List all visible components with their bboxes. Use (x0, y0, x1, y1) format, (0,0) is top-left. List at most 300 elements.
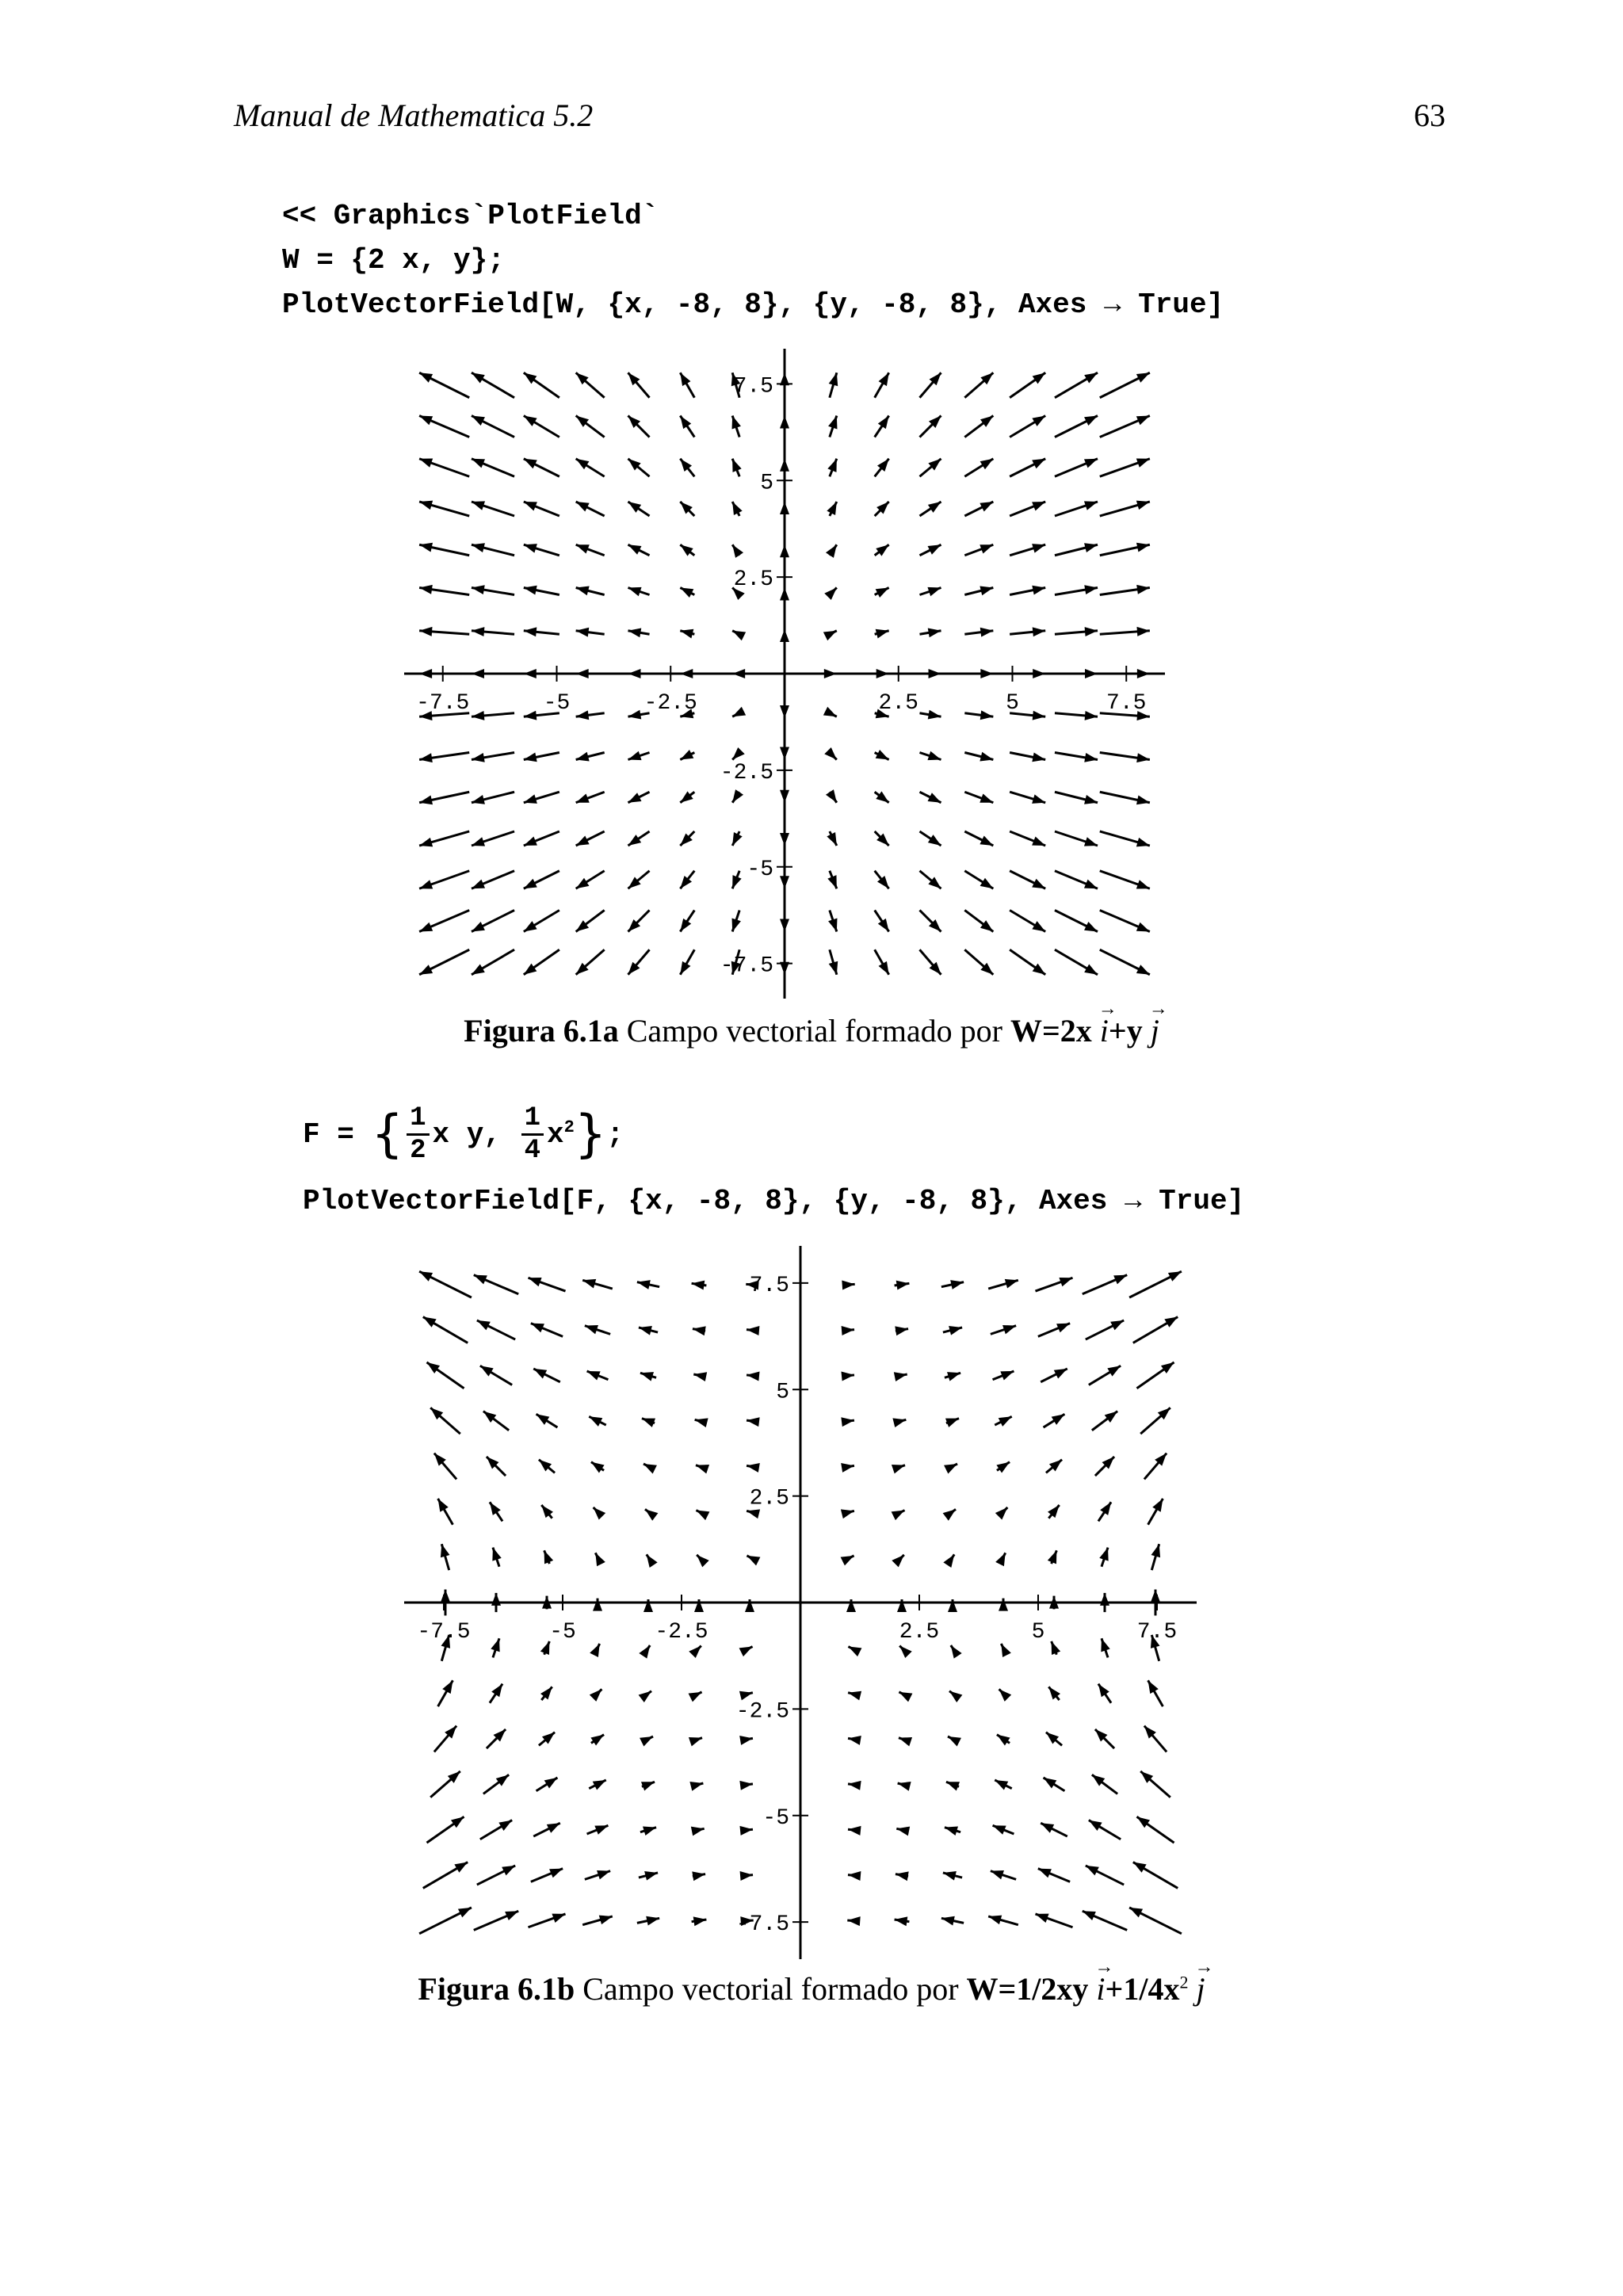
vector-arrow (892, 1418, 906, 1427)
code-token: x (546, 1118, 564, 1152)
caption-formula: W=2x (1010, 1013, 1092, 1049)
unit-vector-i: → i (1100, 1013, 1109, 1049)
vector-arrow (483, 1412, 509, 1431)
vector-arrow (472, 585, 514, 594)
vector-arrow (732, 871, 742, 889)
vector-arrow (692, 1871, 705, 1881)
vector-arrow (434, 1454, 456, 1480)
vector-arrow (745, 1599, 754, 1612)
vector-arrow (1100, 752, 1150, 762)
vector-arrow (419, 543, 469, 556)
vector-arrow (647, 1554, 658, 1568)
vector-arrow (732, 831, 743, 846)
vector-arrow (628, 910, 649, 931)
y-tick-label: -5 (762, 1805, 789, 1831)
caption-formula-part: +1/4x (1105, 1971, 1180, 2007)
vector-arrow (1048, 1505, 1060, 1519)
vector-arrow (948, 1736, 961, 1747)
vector-arrow (1035, 1278, 1072, 1291)
vector-field-plot-b (404, 1246, 1197, 1959)
vector-arrow (1086, 1320, 1124, 1339)
vector-arrow (487, 1729, 506, 1748)
vector-arrow (747, 1417, 760, 1427)
vector-arrow (1044, 1778, 1065, 1791)
vector-arrow (680, 750, 694, 760)
vector-arrow (964, 459, 993, 477)
vector-arrow (1044, 1414, 1065, 1427)
vector-arrow (419, 372, 469, 398)
vector-arrow (841, 1509, 854, 1519)
vector-arrow (848, 1691, 861, 1701)
vector-arrow (919, 587, 941, 596)
code-token: F = (303, 1118, 372, 1152)
vector-arrow (829, 372, 838, 398)
vector-arrow (524, 752, 559, 762)
vector-arrow (1100, 501, 1150, 516)
vector-arrow (680, 544, 694, 556)
vector-arrow (639, 1691, 651, 1702)
vector-arrow (585, 1870, 610, 1879)
vector-arrow (732, 544, 743, 558)
vector-arrow (430, 1771, 460, 1797)
vector-arrow (919, 910, 941, 931)
vector-arrow (1055, 585, 1098, 594)
vector-arrow (576, 415, 605, 437)
vector-arrow (524, 586, 559, 595)
vector-arrow (894, 1372, 907, 1381)
y-tick-label: 7.5 (749, 1273, 789, 1298)
vector-arrow (689, 1782, 703, 1791)
vector-arrow (680, 629, 694, 639)
vector-arrow (419, 627, 469, 636)
x-tick-label: -2.5 (643, 691, 697, 716)
unit-vector-j: → j (1196, 1971, 1205, 2007)
vector-arrow (1041, 1369, 1067, 1382)
vector-arrow (875, 544, 889, 556)
vector-arrow (419, 501, 469, 516)
vector-arrow (848, 1781, 861, 1790)
caption-exponent: 2 (1179, 1972, 1189, 1992)
vector-arrow (477, 1320, 515, 1339)
code-exponent: 2 (563, 1117, 575, 1138)
vector-arrow (472, 459, 514, 477)
vector-arrow (1055, 415, 1098, 437)
vector-arrow (438, 1499, 453, 1525)
vector-arrow (689, 1646, 701, 1659)
vector-arrow (1055, 543, 1098, 555)
vector-arrow (943, 1554, 954, 1568)
vector-arrow (875, 949, 889, 975)
fraction (407, 1103, 429, 1166)
vector-arrow (964, 949, 993, 975)
vector-arrow (640, 1826, 656, 1835)
vector-arrow (1100, 627, 1150, 636)
vector-arrow (576, 459, 605, 477)
vector-arrow (472, 372, 514, 398)
vector-arrow (1055, 372, 1098, 398)
caption-label: Figura 6.1b (418, 1971, 575, 2007)
vector-arrow (1140, 1771, 1170, 1797)
vector-arrow (1100, 543, 1150, 556)
vector-arrow (419, 585, 469, 595)
vector-arrow (732, 459, 742, 477)
vector-arrow (537, 1414, 558, 1427)
vector-arrow (828, 415, 837, 437)
vector-arrow (943, 1871, 962, 1881)
vector-arrow (941, 1280, 964, 1289)
vector-arrow (827, 831, 837, 846)
vector-arrow (641, 1782, 655, 1790)
vector-arrow (1001, 1644, 1011, 1657)
vector-arrow (1010, 544, 1045, 556)
vector-arrow (680, 871, 694, 889)
vector-arrow (826, 789, 837, 803)
vector-arrow (680, 587, 694, 598)
vector-arrow (645, 1509, 658, 1520)
vector-arrow (1148, 1680, 1163, 1706)
vector-arrow (995, 1416, 1011, 1427)
code-line: PlotVectorField[W, {x, -8, 8}, {y, -8, 8}, Axes → True] (282, 288, 1224, 321)
vector-arrow (576, 752, 605, 762)
vector-arrow (524, 544, 559, 556)
vector-arrow (628, 459, 649, 477)
vector-arrow (419, 949, 469, 975)
fraction (521, 1103, 544, 1166)
vector-arrow (1136, 1817, 1174, 1843)
y-tick-label: 7.5 (733, 374, 773, 399)
y-tick-label: -2.5 (720, 760, 773, 785)
vector-arrow (739, 1736, 753, 1745)
vector-arrow (1086, 1866, 1124, 1885)
x-tick-label: -5 (543, 691, 571, 716)
vector-arrow (846, 1599, 856, 1612)
vector-arrow (875, 750, 889, 760)
vector-arrow (524, 792, 559, 804)
vector-arrow (628, 871, 649, 889)
vector-arrow (539, 1460, 555, 1473)
x-tick-label: 5 (1031, 1620, 1045, 1645)
vector-arrow (582, 1279, 613, 1289)
vector-arrow (419, 458, 469, 476)
y-tick-label: 2.5 (749, 1486, 789, 1511)
vector-arrow (1055, 459, 1098, 477)
running-header-title: Manual de Mathematica 5.2 (234, 97, 594, 133)
vector-arrow (875, 459, 889, 477)
vector-arrow (1010, 586, 1045, 595)
vector-arrow (1095, 1457, 1114, 1476)
vector-arrow (1055, 711, 1098, 720)
vector-arrow (472, 627, 514, 636)
vector-arrow (472, 501, 514, 516)
x-tick-label: 5 (1006, 691, 1019, 716)
vector-arrow (419, 1908, 472, 1934)
vector-arrow (426, 1817, 464, 1843)
vector-arrow (875, 415, 889, 437)
vector-arrow (732, 502, 743, 516)
vector-arrow (541, 1505, 553, 1519)
vector-arrow (576, 792, 605, 803)
vector-arrow (1092, 1775, 1117, 1794)
vector-arrow (964, 910, 993, 931)
vector-arrow (848, 1647, 861, 1657)
vector-arrow (1010, 792, 1045, 804)
vector-arrow (590, 1644, 600, 1657)
vector-arrow (828, 910, 837, 931)
vector-arrow (875, 831, 889, 846)
y-tick-label: -5 (747, 857, 773, 882)
vector-arrow (628, 502, 649, 516)
vector-arrow (590, 1735, 604, 1746)
vector-arrow (697, 1555, 709, 1568)
vector-arrow (680, 415, 694, 437)
vector-arrow (490, 1502, 502, 1521)
vector-arrow (841, 1417, 854, 1427)
vector-arrow (1048, 1687, 1060, 1700)
x-tick-label: 2.5 (878, 691, 918, 716)
vector-arrow (732, 631, 746, 641)
vector-arrow (1144, 1454, 1167, 1480)
vector-arrow (1035, 1914, 1072, 1927)
vector-arrow (477, 1866, 515, 1885)
vector-arrow (739, 1647, 753, 1657)
vector-arrow (628, 415, 649, 437)
vector-arrow (576, 710, 605, 720)
code-brace: } (574, 1105, 607, 1164)
vector-arrow (540, 1641, 550, 1655)
vector-arrow (1100, 949, 1150, 975)
vector-arrow (524, 502, 559, 516)
vector-arrow (693, 1326, 706, 1335)
vector-arrow (1055, 792, 1098, 804)
y-tick-label: 5 (776, 1380, 789, 1405)
vector-arrow (964, 544, 993, 556)
vector-arrow (829, 949, 838, 975)
vector-arrow (919, 751, 941, 760)
vector-arrow (919, 831, 941, 846)
vector-arrow (528, 1914, 565, 1927)
x-tick-label: 2.5 (899, 1620, 940, 1645)
vector-arrow (1010, 415, 1045, 437)
vector-arrow (895, 1326, 908, 1335)
vector-arrow (964, 586, 993, 596)
vector-arrow (472, 752, 514, 762)
vector-arrow (524, 949, 559, 975)
vector-arrow (1055, 871, 1098, 889)
vector-arrow (1010, 871, 1045, 889)
vector-arrow (587, 1825, 609, 1835)
vector-arrow (642, 1419, 655, 1427)
x-tick-label: -7.5 (416, 691, 470, 716)
vector-arrow (896, 1827, 910, 1836)
vector-arrow (472, 871, 514, 889)
vector-arrow (897, 1599, 907, 1612)
vector-arrow (680, 910, 694, 931)
vector-arrow (472, 792, 514, 804)
vector-arrow (919, 459, 941, 477)
vector-arrow (999, 1599, 1008, 1611)
vector-arrow (892, 1465, 905, 1473)
vector-arrow (423, 1862, 468, 1889)
vector-arrow (946, 1782, 960, 1790)
vector-arrow (1101, 1638, 1109, 1657)
vector-arrow (692, 1281, 707, 1290)
vector-arrow (823, 707, 837, 717)
vector-arrow (841, 1372, 854, 1381)
code-line: W = {2 x, y}; (282, 244, 505, 277)
vector-arrow (842, 1280, 854, 1289)
vector-arrow (1100, 372, 1150, 398)
x-tick-label: -5 (549, 1620, 576, 1645)
vector-arrow (576, 871, 605, 889)
vector-arrow (848, 1871, 861, 1881)
vector-arrow (576, 502, 605, 516)
vector-arrow (999, 1689, 1012, 1702)
vector-arrow (419, 871, 469, 889)
vector-arrow (472, 910, 514, 931)
vector-arrow (899, 1737, 912, 1746)
vector-arrow (1055, 752, 1098, 762)
vector-arrow (1046, 1460, 1062, 1473)
vector-arrow (524, 415, 559, 437)
vector-arrow (1099, 1548, 1108, 1567)
vector-arrow (1092, 1412, 1117, 1431)
vector-arrow (747, 1556, 760, 1566)
vector-arrow (576, 544, 605, 556)
vector-arrow (434, 1726, 456, 1752)
vector-arrow (524, 871, 559, 889)
vector-arrow (483, 1775, 509, 1794)
vector-arrow (739, 1826, 753, 1836)
vector-arrow (594, 1507, 606, 1520)
vector-arrow (1010, 910, 1045, 931)
vector-arrow (474, 1275, 518, 1294)
vector-arrow (892, 1555, 904, 1568)
vector-arrow (419, 910, 469, 931)
vector-arrow (696, 1465, 709, 1473)
vector-arrow (995, 1507, 1008, 1520)
vector-arrow (875, 791, 889, 802)
vector-arrow (919, 710, 941, 720)
vector-arrow (640, 1372, 656, 1381)
y-tick-label: 5 (760, 471, 773, 496)
vector-arrow (1046, 1733, 1062, 1746)
x-tick-label: 7.5 (1136, 1620, 1178, 1645)
x-tick-label: 7.5 (1106, 691, 1147, 716)
vector-arrow (524, 372, 559, 398)
vector-arrow (944, 1464, 957, 1474)
vector-arrow (847, 1916, 860, 1926)
vector-arrow (919, 792, 941, 803)
figure-caption-b (0, 1970, 1623, 2008)
vector-arrow (430, 1408, 460, 1434)
vector-arrow (689, 1737, 702, 1746)
vector-arrow (995, 1553, 1006, 1566)
code-token: ; (606, 1118, 624, 1152)
vector-arrow (827, 502, 837, 516)
code-brace: { (371, 1105, 404, 1164)
vector-arrow (739, 1781, 753, 1790)
unit-vector-i: → i (1096, 1971, 1105, 2007)
vector-arrow (1089, 1366, 1121, 1385)
vector-arrow (919, 415, 941, 437)
vector-arrow (896, 1871, 909, 1881)
vector-arrow (824, 587, 837, 600)
vector-arrow (1010, 502, 1045, 516)
fraction-num: 1 (407, 1103, 429, 1136)
vector-arrow (919, 949, 941, 975)
fraction-num: 1 (521, 1103, 544, 1136)
vector-arrow (988, 1279, 1018, 1289)
vector-arrow (964, 372, 993, 398)
vector-arrow (995, 1780, 1011, 1790)
vector-arrow (895, 1281, 910, 1290)
vector-arrow (491, 1638, 499, 1657)
fraction-den: 4 (524, 1136, 540, 1166)
vector-arrow (1133, 1862, 1178, 1889)
vector-arrow (628, 587, 649, 596)
vector-arrow (680, 502, 694, 516)
vector-arrow (1010, 831, 1045, 846)
vector-arrow (695, 1418, 708, 1427)
vector-arrow (964, 792, 993, 803)
vector-arrow (1010, 949, 1045, 975)
vector-arrow (537, 1778, 558, 1791)
vector-arrow (892, 1511, 905, 1521)
vector-arrow (945, 1826, 960, 1835)
vector-arrow (539, 1733, 555, 1746)
vector-arrow (590, 1689, 602, 1702)
vector-arrow (875, 587, 889, 598)
vector-arrow (875, 910, 889, 931)
vector-arrow (419, 1271, 472, 1297)
vector-arrow (919, 544, 941, 556)
vector-arrow (524, 627, 559, 636)
vector-arrow (1041, 1823, 1067, 1836)
vector-arrow (964, 502, 993, 516)
vector-arrow (1038, 1324, 1070, 1337)
vector-arrow (1052, 1641, 1061, 1655)
vector-arrow (692, 1916, 707, 1926)
vector-arrow (533, 1823, 560, 1836)
vector-arrow (544, 1550, 554, 1564)
vector-arrow (472, 711, 514, 720)
vector-arrow (1100, 871, 1150, 889)
vector-arrow (991, 1870, 1016, 1879)
vector-arrow (487, 1457, 506, 1476)
vector-arrow (595, 1553, 605, 1566)
vector-arrow (919, 628, 941, 637)
y-tick-label: -2.5 (735, 1699, 789, 1725)
vector-arrow (643, 1464, 657, 1474)
vector-arrow (964, 871, 993, 889)
vector-arrow (993, 1825, 1014, 1835)
vector-arrow (576, 910, 605, 931)
vector-arrow (1038, 1869, 1070, 1882)
vector-arrow (472, 949, 514, 975)
vector-arrow (628, 831, 649, 846)
vector-arrow (639, 1645, 650, 1659)
vector-arrow (680, 949, 694, 975)
code-line: << Graphics`PlotField` (282, 200, 659, 232)
vector-arrow (576, 372, 605, 398)
vector-arrow (997, 1735, 1010, 1746)
caption-text: Campo vectorial formado por (582, 1971, 959, 2007)
y-tick-label: 2.5 (733, 567, 773, 593)
vector-arrow (1148, 1499, 1163, 1525)
vector-arrow (426, 1362, 464, 1389)
vector-arrow (639, 1871, 658, 1881)
vector-arrow (1133, 1317, 1178, 1343)
